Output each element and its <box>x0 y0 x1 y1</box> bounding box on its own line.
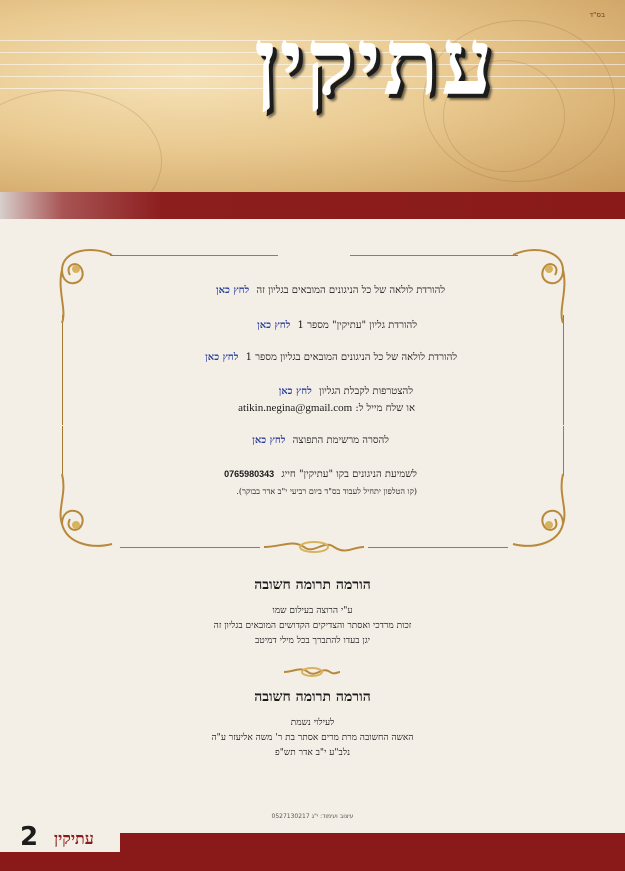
header-banner <box>0 0 625 192</box>
subscribe-text: להצטרפות לקבלת הגליון <box>319 386 413 397</box>
download-audio-2-text: להורדת לולאה של כל הניגונים המובאים בגליון מספר 1 <box>245 352 457 363</box>
download-audio-1-text: להורדת לולאה של כל הניגונים המובאים בגליון זה <box>256 285 445 296</box>
corner-flourish-icon <box>503 245 573 325</box>
frame-right-line <box>563 315 564 425</box>
download-issue-link[interactable]: לחץ כאן <box>257 320 291 331</box>
download-audio-1 <box>216 285 445 296</box>
footer-logo: עתיקין <box>54 829 94 848</box>
dedication-2 <box>0 689 625 761</box>
design-credit: עיצוב ועימוד: י"ג 0527130217 <box>271 813 354 820</box>
ornament-swirl <box>0 90 162 192</box>
phone-text: לשמיעת הניגונים בקו "עתיקין" חייג <box>281 469 417 480</box>
dedication-title: הורמה תרומה חשובה <box>254 577 371 593</box>
dedication-line: זכות מרדכי ואסתר והצדיקים הקדושים המובאים בגליון זה <box>213 621 412 631</box>
dedication-1 <box>0 577 625 649</box>
dedication-line: נלב"ע י"ב אדר תש"פ <box>275 748 350 758</box>
frame-bottom-right-line <box>368 547 508 548</box>
email-prefix: או שלח מייל ל: <box>355 403 415 414</box>
page-number: 2 <box>20 822 39 852</box>
content-area <box>0 219 625 833</box>
frame-bottom-left-line <box>120 547 260 548</box>
frame-top-right-line <box>350 255 518 256</box>
phone-note: (קו הטלפון יתחיל לעבוד בס"ד ביום רביעי י"ב אדר בבוקר). <box>236 487 417 496</box>
unsubscribe-text: להסרה מרשימת התפוצה <box>292 435 389 446</box>
download-issue-text: להורדת גליון "עתיקין" מספר 1 <box>297 320 417 331</box>
page-mark: בס"ד <box>589 11 605 19</box>
corner-flourish-icon <box>52 245 122 325</box>
download-audio-1-link[interactable]: לחץ כאן <box>216 285 250 296</box>
download-audio-2 <box>205 352 457 363</box>
header-bar <box>0 192 625 219</box>
subscribe <box>279 386 413 397</box>
dedication-line: האשה החשובה מרת מרים אסתר בת ר' משה אליעזר ע"ה <box>211 733 414 743</box>
dedication-title: הורמה תרומה חשובה <box>254 689 371 705</box>
download-issue <box>257 320 417 331</box>
subscribe-link[interactable]: לחץ כאן <box>278 386 312 397</box>
phone-number[interactable]: 0765980343 <box>224 469 275 479</box>
email-address[interactable]: atikin.negina@gmail.com <box>238 402 353 414</box>
unsubscribe <box>252 435 389 446</box>
masthead-logo: עתיקין <box>253 8 495 116</box>
dedication-line: יגן בעדו להתברך בכל מילי דמיטב <box>254 636 371 646</box>
email-line <box>238 402 415 414</box>
download-audio-2-link[interactable]: לחץ כאן <box>205 352 239 363</box>
center-flourish-icon <box>262 537 366 557</box>
frame-top-left-line <box>110 255 278 256</box>
divider-flourish-icon <box>282 665 342 679</box>
dedication-line: לעילוי נשמת <box>290 718 335 728</box>
phone-line <box>224 469 417 480</box>
corner-flourish-icon <box>52 469 122 554</box>
frame-left-line <box>62 315 63 425</box>
dedication-line: ע"י הרוצה בעילום שמו <box>272 606 353 616</box>
unsubscribe-link[interactable]: לחץ כאן <box>252 435 286 446</box>
corner-flourish-icon <box>503 469 573 554</box>
